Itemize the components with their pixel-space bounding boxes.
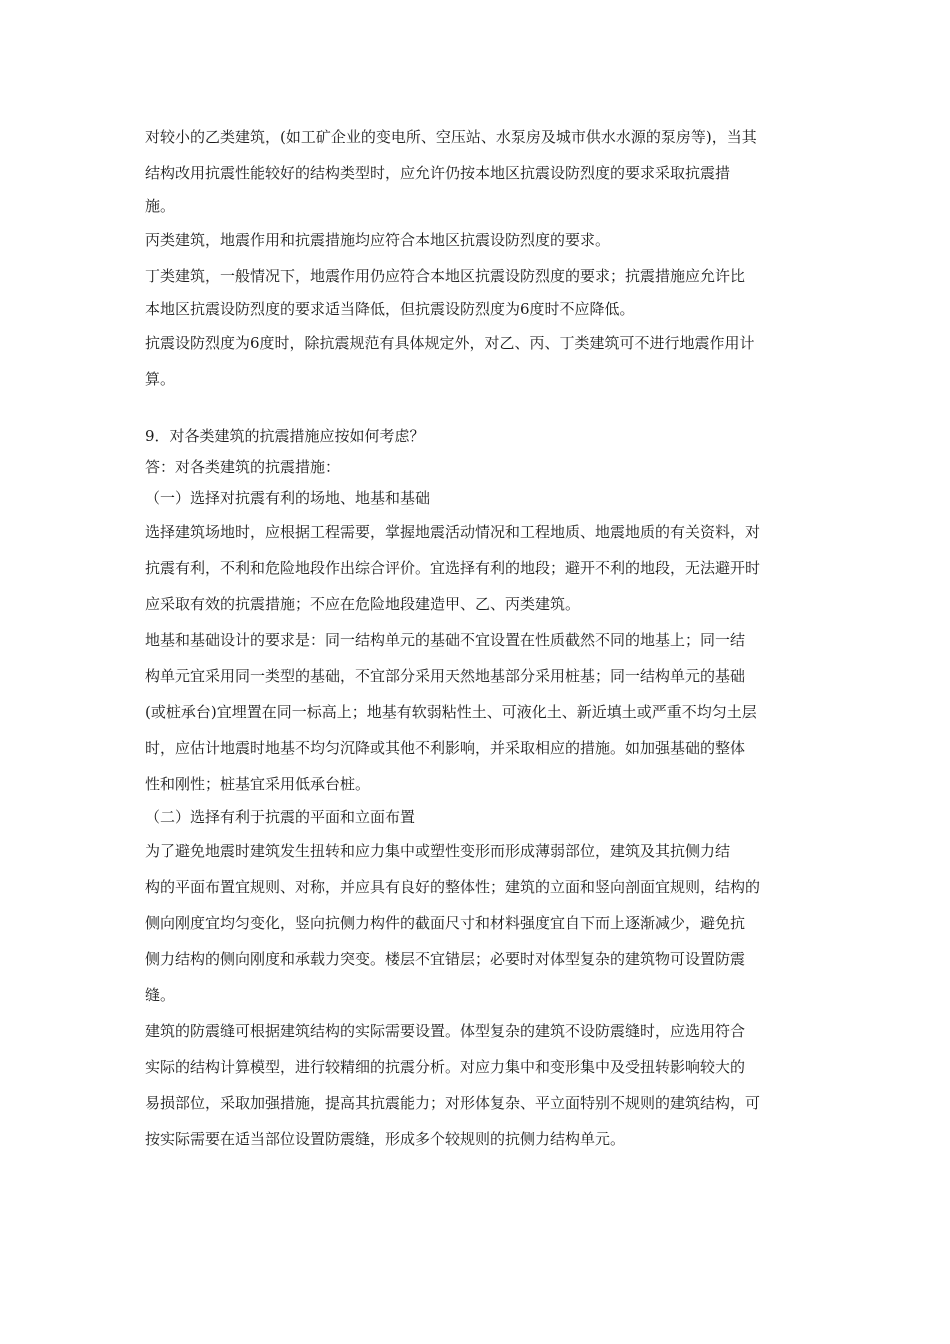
document-body: [145, 119, 810, 1157]
text-line: 应采取有效的抗震措施；不应在危险地段建造甲、乙、丙类建筑。: [145, 595, 581, 613]
text-line: 实际的结构计算模型，进行较精细的抗震分析。对应力集中和变形集中及受扭转影响较大的: [145, 1058, 746, 1076]
text-line: 构的平面布置宜规则、对称，并应具有良好的整体性；建筑的立面和竖向剖面宜规则，结构的: [145, 878, 761, 896]
blank-line: [145, 397, 810, 421]
text-line: 地基和基础设计的要求是：同一结构单元的基础不宜设置在性质截然不同的地基上；同一结: [145, 631, 746, 649]
text-line: 缝。: [145, 986, 176, 1004]
section-heading: （二）选择有利于抗震的平面和立面布置: [145, 808, 416, 826]
text-line: 侧力结构的侧向刚度和承载力突变。楼层不宜错层；必要时对体型复杂的建筑物可设置防震: [145, 950, 746, 968]
text-line: 时，应估计地震时地基不均匀沉降或其他不利影响，并采取相应的措施。如加强基础的整体: [145, 739, 746, 757]
section-heading: （一）选择对抗震有利的场地、地基和基础: [145, 489, 431, 507]
text-line: 选择建筑场地时，应根据工程需要，掌握地震活动情况和工程地质、地震地质的有关资料，对: [145, 523, 761, 541]
text-line: 易损部位，采取加强措施，提高其抗震能力；对形体复杂、平立面特别不规则的建筑结构，可: [145, 1094, 761, 1112]
text-line: 建筑的防震缝可根据建筑结构的实际需要设置。体型复杂的建筑不设防震缝时，应选用符合: [145, 1022, 746, 1040]
text-line: 本地区抗震设防烈度的要求适当降低，但抗震设防烈度为6度时不应降低。: [145, 300, 635, 318]
question-heading: 9．对各类建筑的抗震措施应按如何考虑？: [145, 427, 425, 445]
text-line: (或桩承台)宜埋置在同一标高上；地基有软弱粘性土、可液化土、新近填土或严重不均匀土层: [145, 703, 757, 721]
text-line: 算。: [145, 370, 176, 388]
text-line: 结构改用抗震性能较好的结构类型时，应允许仍按本地区抗震设防烈度的要求采取抗震措: [145, 164, 731, 182]
text-line: 性和刚性；桩基宜采用低承台桩。: [145, 775, 371, 793]
text-line: 为了避免地震时建筑发生扭转和应力集中或塑性变形而形成薄弱部位，建筑及其抗侧力结: [145, 842, 731, 860]
answer-intro: 答：对各类建筑的抗震措施：: [145, 458, 341, 476]
text-line: 按实际需要在适当部位设置防震缝，形成多个较规则的抗侧力结构单元。: [145, 1130, 626, 1148]
text-line: 抗震设防烈度为6度时，除抗震规范有具体规定外，对乙、丙、丁类建筑可不进行地震作用计: [145, 334, 755, 352]
text-line: 丁类建筑，一般情况下，地震作用仍应符合本地区抗震设防烈度的要求；抗震措施应允许比: [145, 267, 746, 285]
text-line: 侧向刚度宜均匀变化，竖向抗侧力构件的截面尺寸和材料强度宜自下而上逐渐减少，避免抗: [145, 914, 746, 932]
text-line: 对较小的乙类建筑，(如工矿企业的变电所、空压站、水泵房及城市供水水源的泵房等)，当其: [145, 128, 757, 146]
text-line: 构单元宜采用同一类型的基础，不宜部分采用天然地基部分采用桩基；同一结构单元的基础: [145, 667, 746, 685]
text-line: 丙类建筑，地震作用和抗震措施均应符合本地区抗震设防烈度的要求。: [145, 231, 611, 249]
text-line: 施。: [145, 197, 176, 215]
text-line: 抗震有利，不利和危险地段作出综合评价。宜选择有利的地段；避开不利的地段，无法避开时: [145, 559, 761, 577]
